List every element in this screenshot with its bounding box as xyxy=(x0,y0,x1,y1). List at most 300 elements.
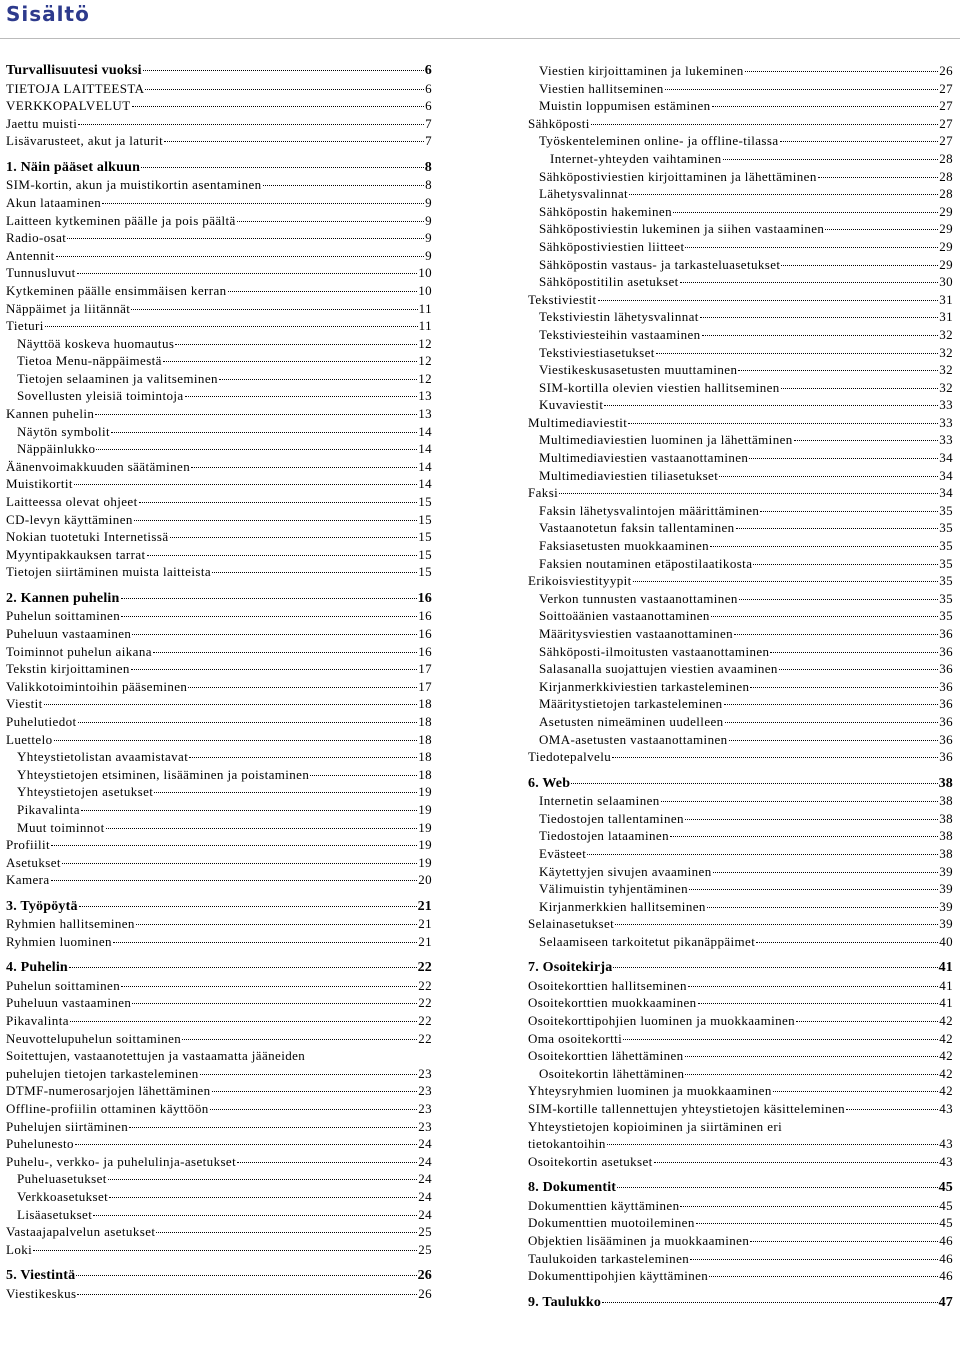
toc-entry-title: Lisäasetukset xyxy=(17,1206,93,1222)
toc-entry-maaritystietojen-tarkasteleminen[interactable] xyxy=(528,695,953,713)
toc-entry-nappaimet-ja-liitannat[interactable] xyxy=(6,300,432,318)
toc-entry-tietoja-laitteesta[interactable] xyxy=(6,80,432,98)
toc-entry-title: Näytön symbolit xyxy=(17,423,111,439)
dot-leader xyxy=(753,564,938,565)
dot-leader xyxy=(719,476,938,477)
toc-entry-muistikortit[interactable] xyxy=(6,475,432,493)
toc-entry-akun-lataaminen[interactable] xyxy=(6,194,432,212)
toc-entry-tietoa-menu-nappaimesta[interactable] xyxy=(6,352,432,370)
toc-entry-page-number: 9 xyxy=(425,230,432,246)
toc-entry-sahkopostiviestin-lukeminen-ja-siihen-vastaaminen[interactable] xyxy=(528,220,953,238)
toc-entry-tekstiviestiasetukset[interactable] xyxy=(528,344,953,362)
toc-entry-soitettujen-vastaanotettujen-ja-vastaamatta-jaaneiden[interactable] xyxy=(6,1047,432,1065)
toc-entry-page-number: 12 xyxy=(418,370,432,386)
toc-entry-tyoskenteleminen-online-ja-offline-tilassa[interactable] xyxy=(528,132,953,150)
toc-entry-title: Osoitekorttien lähettäminen xyxy=(528,1048,684,1064)
toc-entry-title: Faksiasetusten muokkaaminen xyxy=(539,538,710,554)
toc-entry-page-number: 18 xyxy=(418,749,432,765)
toc-entry-title: Oma osoitekortti xyxy=(528,1030,623,1046)
toc-entry-page-number: 12 xyxy=(418,335,432,351)
dot-leader xyxy=(81,810,417,811)
toc-entry-muut-toiminnot[interactable] xyxy=(6,819,432,837)
dot-leader xyxy=(228,291,418,292)
toc-entry-puhelun-soittaminen[interactable] xyxy=(6,607,432,625)
toc-entry-page-number: 38 xyxy=(938,775,953,791)
toc-entry-1-nain-paaset-alkuun[interactable] xyxy=(6,159,432,177)
toc-entry-page-number: 36 xyxy=(939,626,953,641)
toc-entry-sahkopostiviestien-liitteet[interactable] xyxy=(528,238,953,256)
dot-leader xyxy=(237,1162,417,1163)
toc-entry-page-number: 14 xyxy=(418,423,432,439)
toc-entry-page-number: 27 xyxy=(939,115,953,131)
toc-entry-page-number: 42 xyxy=(939,1048,953,1064)
dot-leader xyxy=(212,572,417,573)
dot-leader xyxy=(696,1223,938,1224)
dot-leader xyxy=(779,669,938,670)
toc-entry-viestit[interactable] xyxy=(6,695,432,713)
toc-entry-tunnusluvut[interactable] xyxy=(6,264,432,282)
toc-entry-title: 7. Osoitekirja xyxy=(528,960,613,976)
toc-entry-evasteet[interactable] xyxy=(528,845,953,863)
toc-entry-internet-yhteyden-vaihtaminen[interactable] xyxy=(528,150,953,168)
toc-entry-dokumenttien-muotoileminen[interactable] xyxy=(528,1214,953,1232)
toc-entry-sahkopostin-hakeminen[interactable] xyxy=(528,203,953,221)
toc-entry-page-number: 22 xyxy=(418,995,432,1011)
toc-entry-title: Sähköposti-ilmoitusten vastaanottaminen xyxy=(539,643,770,659)
toc-entry-title: Määritysviestien vastaanottaminen xyxy=(539,626,734,641)
toc-entry-title: Soittoäänien vastaanottaminen xyxy=(539,608,710,624)
toc-entry-title: Multimediaviestien tiliasetukset xyxy=(539,467,719,483)
toc-entry-faksiasetusten-muokkaaminen[interactable] xyxy=(528,537,953,555)
dot-leader xyxy=(77,273,418,274)
toc-entry-multimediaviestien-vastaanottaminen[interactable] xyxy=(528,449,953,467)
toc-entry-page-number: 35 xyxy=(939,608,953,624)
toc-entry-title: 5. Viestintä xyxy=(6,1268,76,1284)
toc-entry-title: Tiedotepalvelu xyxy=(528,749,612,765)
toc-entry-title: Puhelu-, verkko- ja puhelulinja-asetukset xyxy=(6,1153,237,1169)
toc-entry-luettelo[interactable] xyxy=(6,731,432,749)
toc-entry-faksin-lahetysvalintojen-maarittaminen[interactable] xyxy=(528,502,953,520)
toc-entry-title: Puhelutiedot xyxy=(6,713,77,729)
toc-entry-kaytettyjen-sivujen-avaaminen[interactable] xyxy=(528,863,953,881)
toc-entry-page-number: 36 xyxy=(939,643,953,659)
toc-entry-lahetysvalinnat[interactable] xyxy=(528,185,953,203)
toc-entry-page-number: 14 xyxy=(418,441,432,457)
dot-leader xyxy=(93,1215,417,1216)
toc-entry-page-number: 39 xyxy=(939,898,953,914)
dot-leader xyxy=(736,528,939,529)
toc-entry-page-number: 42 xyxy=(939,1030,953,1046)
dot-leader xyxy=(781,265,938,266)
toc-entry-dtmf-numerosarjojen-lahettaminen[interactable] xyxy=(6,1082,432,1100)
toc-entry-kirjanmerkkien-hallitseminen[interactable] xyxy=(528,898,953,916)
toc-entry-page-number: 23 xyxy=(418,1083,432,1099)
toc-entry-puhelu-verkko-ja-puhelulinja-asetukset[interactable] xyxy=(6,1153,432,1171)
dot-leader xyxy=(615,924,938,925)
toc-entry-puhelujen-tietojen-tarkasteleminen[interactable] xyxy=(6,1065,432,1083)
toc-entry-tiedostojen-tallentaminen[interactable] xyxy=(528,810,953,828)
toc-entry-page-number: 45 xyxy=(939,1215,953,1231)
toc-entry-title: Osoitekorttien hallitseminen xyxy=(528,977,687,993)
toc-entry-tieturi[interactable] xyxy=(6,317,432,335)
toc-entry-title: Offline-profiilin ottaminen käyttöön xyxy=(6,1101,209,1117)
toc-entry-laitteessa-olevat-ohjeet[interactable] xyxy=(6,493,432,511)
toc-entry-asetukset[interactable] xyxy=(6,854,432,872)
dot-leader xyxy=(44,704,418,705)
toc-entry-osoitekortin-lahettaminen[interactable] xyxy=(528,1065,953,1083)
toc-entry-kamera[interactable] xyxy=(6,871,432,889)
toc-entry-internetin-selaaminen[interactable] xyxy=(528,792,953,810)
dot-leader xyxy=(79,906,417,907)
toc-entry-page-number: 11 xyxy=(418,318,432,334)
toc-entry-title: SIM-kortin, akun ja muistikortin asentaminen xyxy=(6,177,262,193)
toc-entry-page-number: 14 xyxy=(418,458,432,474)
toc-entry-5-viestinta[interactable] xyxy=(6,1267,432,1285)
dot-leader xyxy=(108,1179,417,1180)
dot-leader xyxy=(623,1039,938,1040)
toc-entry-asetusten-nimeaminen-uudelleen[interactable] xyxy=(528,713,953,731)
toc-entry-puhelujen-siirtaminen[interactable] xyxy=(6,1118,432,1136)
dot-leader xyxy=(54,740,418,741)
toc-entry-sim-kortille-tallennettujen-yhteystietojen-kasitteleminen[interactable] xyxy=(528,1100,953,1118)
toc-entry-title: Laitteen kytkeminen päälle ja pois päältä xyxy=(6,212,236,228)
toc-entry-3-tyopoyta[interactable] xyxy=(6,898,432,916)
toc-entry-9-taulukko[interactable] xyxy=(528,1294,953,1312)
toc-entry-verkon-tunnusten-vastaanottaminen[interactable] xyxy=(528,590,953,608)
toc-entry-tekstin-kirjoittaminen[interactable] xyxy=(6,660,432,678)
toc-entry-title: Sähköpostiviestien liitteet xyxy=(539,238,685,254)
toc-entry-page-number: 22 xyxy=(417,960,432,976)
toc-entry-objektien-lisaaminen-ja-muokkaaminen[interactable] xyxy=(528,1232,953,1250)
toc-entry-page-number: 38 xyxy=(939,810,953,826)
toc-entry-selainasetukset[interactable] xyxy=(528,915,953,933)
toc-entry-erikoisviestityypit[interactable] xyxy=(528,572,953,590)
toc-entry-tekstiviestin-lahetysvalinnat[interactable] xyxy=(528,308,953,326)
toc-entry-page-number: 47 xyxy=(938,1294,953,1310)
dot-leader xyxy=(51,880,418,881)
dot-leader xyxy=(571,783,937,784)
toc-entry-puheluun-vastaaminen[interactable] xyxy=(6,625,432,643)
dot-leader xyxy=(700,317,938,318)
toc-entry-title: Multimediaviestien vastaanottaminen xyxy=(539,450,749,466)
toc-entry-kirjanmerkkiviestien-tarkasteleminen[interactable] xyxy=(528,678,953,696)
toc-entry-sim-kortin-akun-ja-muistikortin-asentaminen[interactable] xyxy=(6,176,432,194)
toc-entry-osoitekorttipohjien-luominen-ja-muokkaaminen[interactable] xyxy=(528,1012,953,1030)
toc-entry-4-puhelin[interactable] xyxy=(6,959,432,977)
toc-entry-oma-osoitekortti[interactable] xyxy=(528,1030,953,1048)
toc-entry-title: Kuvaviestit xyxy=(539,397,604,413)
toc-entry-page-number: 38 xyxy=(939,793,953,809)
toc-entry-title: Tunnusluvut xyxy=(6,265,76,281)
toc-entry-salasanalla-suojattujen-viestien-avaaminen[interactable] xyxy=(528,660,953,678)
toc-entry-sahkopostin-vastaus-ja-tarkasteluasetukset[interactable] xyxy=(528,256,953,274)
toc-entry-cd-levyn-kayttaminen[interactable] xyxy=(6,511,432,529)
toc-entry-dokumenttipohjien-kayttaminen[interactable] xyxy=(528,1267,953,1285)
toc-entry-selaamiseen-tarkoitetut-pikanappaimet[interactable] xyxy=(528,933,953,951)
toc-entry-title: Tieturi xyxy=(6,318,44,334)
toc-entry-title: Salasanalla suojattujen viestien avaaminen xyxy=(539,661,778,677)
dot-leader xyxy=(607,1144,938,1145)
toc-entry-title: Laitteessa olevat ohjeet xyxy=(6,494,138,510)
toc-entry-toiminnot-puhelun-aikana[interactable] xyxy=(6,643,432,661)
toc-entry-title: Tekstin kirjoittaminen xyxy=(6,661,130,677)
dot-leader xyxy=(156,1232,417,1233)
toc-entry-kytkeminen-paalle-ensimmaisen-kerran[interactable] xyxy=(6,282,432,300)
toc-entry-title: Osoitekortin lähettäminen xyxy=(539,1065,685,1081)
toc-entry-verkkoasetukset[interactable] xyxy=(6,1188,432,1206)
toc-entry-tietokantoihin[interactable] xyxy=(528,1135,953,1153)
toc-entry-title: Yhteystietojen etsiminen, lisääminen ja poistaminen xyxy=(17,766,310,782)
dot-leader xyxy=(191,467,417,468)
toc-entry-page-number: 14 xyxy=(418,476,432,492)
toc-entry-muistin-loppumisen-estaminen[interactable] xyxy=(528,97,953,115)
toc-entry-osoitekorttien-muokkaaminen[interactable] xyxy=(528,994,953,1012)
toc-entry-offline-profiilin-ottaminen-kayttoon[interactable] xyxy=(6,1100,432,1118)
toc-entry-lisaasetukset[interactable] xyxy=(6,1206,432,1224)
toc-entry-page-number: 23 xyxy=(418,1101,432,1117)
toc-entry-multimediaviestit[interactable] xyxy=(528,414,953,432)
toc-entry-title: 2. Kannen puhelin xyxy=(6,590,120,606)
toc-entry-title: Tiedostojen lataaminen xyxy=(539,828,669,844)
toc-entry-nayton-symbolit[interactable] xyxy=(6,423,432,441)
dot-leader xyxy=(665,89,939,90)
toc-entry-title: OMA-asetusten vastaanottaminen xyxy=(539,731,728,747)
toc-entry-page-number: 28 xyxy=(939,168,953,184)
toc-entry-title: Loki xyxy=(6,1241,33,1257)
toc-entry-tietojen-siirtaminen-muista-laitteista[interactable] xyxy=(6,563,432,581)
toc-entry-page-number: 35 xyxy=(939,502,953,518)
toc-entry-title: Verkkoasetukset xyxy=(17,1189,109,1204)
dot-leader xyxy=(69,967,417,968)
toc-entry-title: 1. Näin pääset alkuun xyxy=(6,159,141,175)
toc-entry-page-number: 6 xyxy=(425,80,432,96)
toc-entry-nayttoa-koskeva-huomautus[interactable] xyxy=(6,335,432,353)
dot-leader xyxy=(729,740,939,741)
toc-entry-pikavalinta[interactable] xyxy=(6,1012,432,1030)
toc-entry-sovellusten-yleisia-toimintoja[interactable] xyxy=(6,387,432,405)
toc-entry-page-number: 27 xyxy=(939,98,953,114)
toc-entry-valikkotoimintoihin-paaseminen[interactable] xyxy=(6,678,432,696)
toc-entry-laitteen-kytkeminen-paalle-ja-pois-paalta[interactable] xyxy=(6,212,432,230)
toc-entry-multimediaviestien-luominen-ja-lahettaminen[interactable] xyxy=(528,431,953,449)
toc-entry-title: puhelujen tietojen tarkasteleminen xyxy=(6,1065,199,1081)
toc-entry-turvallisuutesi-vuoksi[interactable] xyxy=(6,62,432,80)
toc-entry-page-number: 17 xyxy=(418,678,432,694)
toc-entry-myyntipakkauksen-tarrat[interactable] xyxy=(6,546,432,564)
toc-entry-neuvottelupuhelun-soittaminen[interactable] xyxy=(6,1030,432,1048)
dot-leader xyxy=(188,687,417,688)
toc-entry-title: tietokantoihin xyxy=(528,1136,606,1152)
toc-entry-page-number: 16 xyxy=(418,608,432,624)
toc-entry-faksien-noutaminen-etapostilaatikosta[interactable] xyxy=(528,555,953,573)
dot-leader xyxy=(131,309,417,310)
dot-leader xyxy=(613,967,937,968)
toc-entry-page-number: 45 xyxy=(939,1197,953,1213)
dot-leader xyxy=(598,300,939,301)
toc-entry-aanenvoimakkuuden-saataminen[interactable] xyxy=(6,458,432,476)
toc-entry-page-number: 19 xyxy=(418,854,432,870)
dot-leader xyxy=(738,370,938,371)
toc-entry-tietojen-selaaminen-ja-valitseminen[interactable] xyxy=(6,370,432,388)
toc-entry-tiedostojen-lataaminen[interactable] xyxy=(528,827,953,845)
toc-entry-page-number: 33 xyxy=(939,414,953,430)
toc-entry-title: Internetin selaaminen xyxy=(539,793,660,809)
toc-entry-sahkopostitilin-asetukset[interactable] xyxy=(528,273,953,291)
toc-entry-title: Valikkotoimintoihin pääseminen xyxy=(6,678,188,694)
toc-entry-sahkoposti-ilmoitusten-vastaanottaminen[interactable] xyxy=(528,643,953,661)
toc-entry-puhelun-soittaminen[interactable] xyxy=(6,977,432,995)
toc-entry-title: Välimuistin tyhjentäminen xyxy=(539,881,689,897)
dot-leader xyxy=(750,687,938,688)
dot-leader xyxy=(629,194,938,195)
toc-entry-osoitekortin-asetukset[interactable] xyxy=(528,1153,953,1171)
toc-entry-title: Kannen puhelin xyxy=(6,406,95,422)
toc-entry-pikavalinta[interactable] xyxy=(6,801,432,819)
toc-entry-sahkopostiviestien-kirjoittaminen-ja-lahettaminen[interactable] xyxy=(528,168,953,186)
toc-entry-kuvaviestit[interactable] xyxy=(528,396,953,414)
dot-leader xyxy=(770,652,938,653)
toc-entry-title: Sovellusten yleisiä toimintoja xyxy=(17,388,184,404)
toc-entry-loki[interactable] xyxy=(6,1241,432,1259)
toc-entry-soittoaanien-vastaanottaminen[interactable] xyxy=(528,607,953,625)
toc-entry-ryhmien-luominen[interactable] xyxy=(6,933,432,951)
toc-entry-6-web[interactable] xyxy=(528,775,953,793)
toc-entry-yhteystietojen-etsiminen-lisaaminen-ja-poistaminen[interactable] xyxy=(6,766,432,784)
toc-entry-page-number: 36 xyxy=(939,696,953,712)
dot-leader xyxy=(154,792,417,793)
toc-entry-jaettu-muisti[interactable] xyxy=(6,115,432,133)
toc-entry-lisavarusteet-akut-ja-laturit[interactable] xyxy=(6,132,432,150)
toc-entry-vastaanotetun-faksin-tallentaminen[interactable] xyxy=(528,519,953,537)
toc-entry-page-number: 19 xyxy=(418,801,432,817)
toc-entry-page-number: 39 xyxy=(939,863,953,879)
toc-entry-profiilit[interactable] xyxy=(6,836,432,854)
toc-entry-page-number: 23 xyxy=(418,1118,432,1134)
toc-entry-page-number: 11 xyxy=(418,300,432,316)
toc-entry-page-number: 31 xyxy=(939,291,953,307)
toc-entry-sahkoposti[interactable] xyxy=(528,115,953,133)
dot-leader xyxy=(121,598,417,599)
toc-entry-viestikeskusasetusten-muuttaminen[interactable] xyxy=(528,361,953,379)
toc-entry-title: CD-levyn käyttäminen xyxy=(6,511,133,527)
dot-leader xyxy=(685,1074,938,1075)
toc-entry-2-kannen-puhelin[interactable] xyxy=(6,590,432,608)
toc-entry-faksi[interactable] xyxy=(528,484,953,502)
toc-entry-viestien-hallitseminen[interactable] xyxy=(528,80,953,98)
toc-entry-page-number: 8 xyxy=(424,159,432,175)
toc-entry-title: Vastaajapalvelun asetukset xyxy=(6,1224,156,1240)
toc-entry-title: Muut toiminnot xyxy=(17,819,105,835)
toc-entry-radio-osat[interactable] xyxy=(6,229,432,247)
toc-entry-page-number: 41 xyxy=(939,995,953,1011)
toc-entry-title: Muistin loppumisen estäminen xyxy=(539,98,711,114)
toc-entry-tiedotepalvelu[interactable] xyxy=(528,748,953,766)
toc-entry-page-number: 36 xyxy=(939,678,953,694)
dot-leader xyxy=(102,203,424,204)
dot-leader xyxy=(56,256,424,257)
toc-entry-yhteysryhmien-luominen-ja-muokkaaminen[interactable] xyxy=(528,1082,953,1100)
toc-entry-page-number: 13 xyxy=(418,388,432,404)
dot-leader xyxy=(680,1206,938,1207)
toc-entry-title: Kirjanmerkkien hallitseminen xyxy=(539,898,706,914)
toc-entry-tekstiviestit[interactable] xyxy=(528,291,953,309)
dot-leader xyxy=(143,70,424,71)
toc-entry-viestien-kirjoittaminen-ja-lukeminen[interactable] xyxy=(528,62,953,80)
dot-leader xyxy=(673,212,938,213)
toc-entry-nokian-tuotetuki-internetissa[interactable] xyxy=(6,528,432,546)
toc-entry-viestikeskus[interactable] xyxy=(6,1285,432,1303)
toc-entry-title: Nokian tuotetuki Internetissä xyxy=(6,529,169,545)
toc-entry-taulukoiden-tarkasteleminen[interactable] xyxy=(528,1250,953,1268)
toc-entry-title: Radio-osat xyxy=(6,230,67,246)
toc-entry-yhteystietojen-kopioiminen-ja-siirtaminen-eri[interactable] xyxy=(528,1118,953,1136)
toc-entry-title: Faksi xyxy=(528,485,559,501)
toc-entry-title: Puhelun soittaminen xyxy=(6,977,121,993)
toc-entry-sim-kortilla-olevien-viestien-hallitseminen[interactable] xyxy=(528,379,953,397)
toc-entry-yhteystietojen-asetukset[interactable] xyxy=(6,783,432,801)
toc-entry-puheluasetukset[interactable] xyxy=(6,1170,432,1188)
dot-leader xyxy=(688,986,938,987)
toc-entry-tekstiviesteihin-vastaaminen[interactable] xyxy=(528,326,953,344)
page-header xyxy=(0,0,960,39)
toc-entry-page-number: 46 xyxy=(939,1268,953,1284)
toc-entry-page-number: 24 xyxy=(418,1171,432,1187)
toc-entry-title: Multimediaviestit xyxy=(528,414,628,430)
toc-entry-yhteystietolistan-avaamistavat[interactable] xyxy=(6,748,432,766)
toc-entry-page-number: 19 xyxy=(418,784,432,800)
toc-entry-nappainlukko[interactable] xyxy=(6,440,432,458)
dot-leader xyxy=(633,581,939,582)
toc-entry-title: Internet-yhteyden vaihtaminen xyxy=(550,150,722,166)
toc-entry-valimuistin-tyhjentaminen[interactable] xyxy=(528,880,953,898)
toc-entry-page-number: 17 xyxy=(418,661,432,677)
toc-entry-8-dokumentit[interactable] xyxy=(528,1179,953,1197)
toc-entry-title: Neuvottelupuhelun soittaminen xyxy=(6,1030,182,1046)
toc-entry-dokumenttien-kayttaminen[interactable] xyxy=(528,1197,953,1215)
toc-entry-antennit[interactable] xyxy=(6,247,432,265)
toc-entry-vastaajapalvelun-asetukset[interactable] xyxy=(6,1223,432,1241)
dot-leader xyxy=(656,353,938,354)
toc-entry-title: Osoitekorttipohjien luominen ja muokkaaminen xyxy=(528,1013,796,1029)
dot-leader xyxy=(33,1250,417,1251)
toc-entry-osoitekorttien-hallitseminen[interactable] xyxy=(528,977,953,995)
toc-entry-title: Puhelun soittaminen xyxy=(6,608,121,624)
toc-entry-title: Ryhmien luominen xyxy=(6,933,112,949)
toc-entry-multimediaviestien-tiliasetukset[interactable] xyxy=(528,467,953,485)
toc-entry-maaritysviestien-vastaanottaminen[interactable] xyxy=(528,625,953,643)
toc-entry-title: Ryhmien hallitseminen xyxy=(6,916,135,932)
toc-entry-puhelutiedot[interactable] xyxy=(6,713,432,731)
toc-entry-osoitekorttien-lahettaminen[interactable] xyxy=(528,1047,953,1065)
toc-entry-title: Faksien noutaminen etäpostilaatikosta xyxy=(539,555,753,571)
toc-entry-verkkopalvelut[interactable] xyxy=(6,97,432,115)
toc-entry-7-osoitekirja[interactable] xyxy=(528,959,953,977)
toc-entry-title: Tekstiviesteihin vastaaminen xyxy=(539,326,701,342)
toc-entry-title: Verkon tunnusten vastaanottaminen xyxy=(539,590,738,606)
toc-entry-oma-asetusten-vastaanottaminen[interactable] xyxy=(528,731,953,749)
toc-entry-kannen-puhelin[interactable] xyxy=(6,405,432,423)
toc-entry-ryhmien-hallitseminen[interactable] xyxy=(6,915,432,933)
toc-entry-title: DTMF-numerosarjojen lähettäminen xyxy=(6,1083,211,1099)
toc-entry-puheluun-vastaaminen[interactable] xyxy=(6,994,432,1012)
toc-entry-title: Viestien hallitseminen xyxy=(539,80,664,96)
dot-leader xyxy=(709,1276,938,1277)
toc-entry-title: Kytkeminen päälle ensimmäisen kerran xyxy=(6,282,227,298)
toc-entry-page-number: 22 xyxy=(418,1013,432,1029)
toc-entry-title: Selainasetukset xyxy=(528,916,615,932)
toc-entry-title: Tiedostojen tallentaminen xyxy=(539,810,684,826)
toc-entry-puhelunesto[interactable] xyxy=(6,1135,432,1153)
